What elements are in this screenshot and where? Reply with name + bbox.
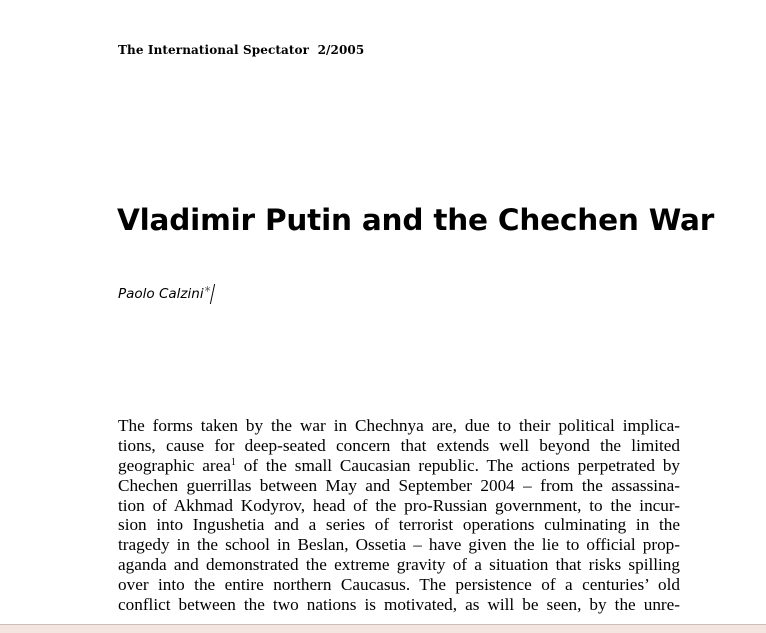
body-line: conflict between the two nations is motivated, as will be seen, by the unre- xyxy=(118,595,680,615)
body-line: tions, cause for deep-seated concern that extends well beyond the limited xyxy=(118,435,680,455)
footnote-reference[interactable]: 1 xyxy=(230,456,236,468)
body-line xyxy=(118,456,680,476)
body-line: aganda and demonstrated the extreme gravity of a situation that risks spilling xyxy=(118,555,680,575)
body-line: tion of Akhmad Kodyrov, head of the pro-Russian government, to the incur- xyxy=(118,495,680,515)
body-line: sion into Ingushetia and a series of terrorist operations culminating in the xyxy=(118,515,680,535)
body-line: over into the entire northern Caucasus. The persistence of a centuries’ old xyxy=(118,575,680,595)
article-body-paragraph xyxy=(118,416,680,615)
author-footnote-mark[interactable]: * xyxy=(204,284,211,298)
body-line: The forms taken by the war in Chechnya are, due to their political implica- xyxy=(118,416,680,435)
body-line-text: of the small Caucasian republic. The actions perpetrated by xyxy=(235,455,681,475)
body-line-text: geographic area xyxy=(118,455,231,475)
body-line: tragedy in the school in Beslan, Ossetia – have given the lie to official prop- xyxy=(118,535,680,555)
article-title: Vladimir Putin and the Chechen War xyxy=(117,203,715,237)
author-byline xyxy=(118,284,213,304)
running-header: The International Spectator 2/2005 xyxy=(118,43,365,57)
body-line: Chechen guerrillas between May and September 2004 – from the assassina- xyxy=(118,475,680,495)
author-name: Paolo Calzini xyxy=(118,286,204,302)
